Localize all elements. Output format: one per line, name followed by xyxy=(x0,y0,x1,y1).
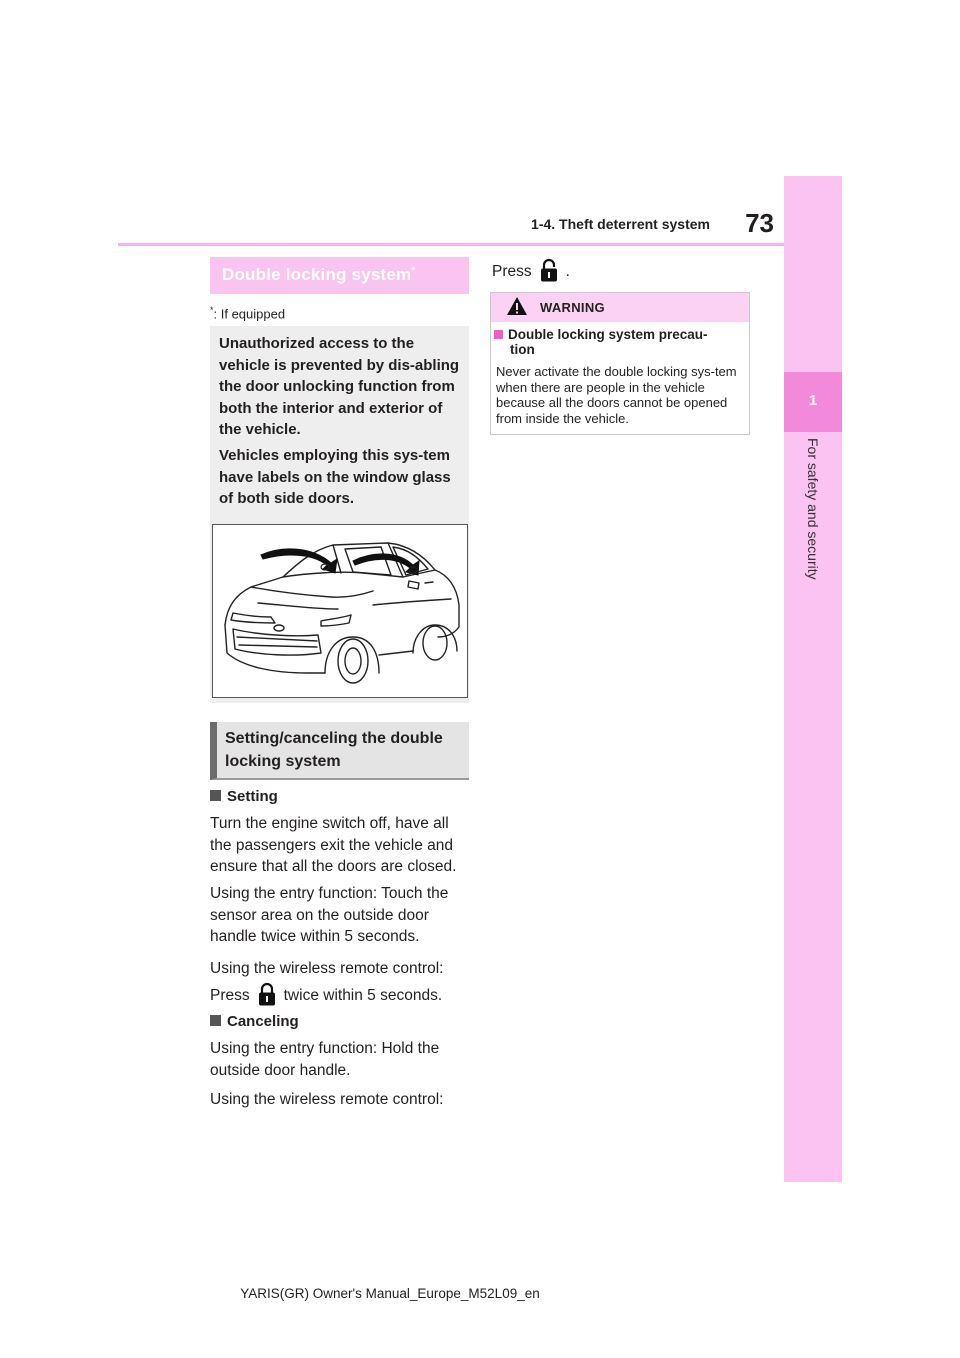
lock-icon xyxy=(256,982,278,1006)
warning-title: WARNING xyxy=(540,300,605,315)
chapter-title-text: For safety and security xyxy=(805,438,821,580)
page-number: 73 xyxy=(745,208,774,238)
warning-triangle-icon xyxy=(506,296,528,316)
chapter-number: 1 xyxy=(808,392,818,409)
twice-text: twice within 5 seconds. xyxy=(283,987,443,1004)
bullet-square-icon xyxy=(210,790,221,801)
warning-heading-line1: Double locking system precau- xyxy=(508,327,708,342)
warning-text: Never activate the double locking sys-tem when there are people in the vehicle because all the doors cannot be opened from inside the vehicle. xyxy=(496,364,737,426)
warning-heading xyxy=(494,327,744,357)
setting-paragraph-4 xyxy=(210,982,472,1007)
heading-asterisk: * xyxy=(411,265,416,277)
section-heading-text: Double locking system xyxy=(222,265,412,284)
unlock-icon xyxy=(538,258,560,282)
warning-heading-line2: tion xyxy=(510,342,535,357)
chapter-side-tab xyxy=(784,176,842,1182)
setting-paragraph-1: Turn the engine switch off, have all the passengers exit the vehicle and ensure that all the doors are closed. xyxy=(210,815,457,875)
header-divider xyxy=(118,243,784,246)
subheading-text: Setting xyxy=(227,788,278,805)
car-drawing-icon xyxy=(213,525,467,697)
chapter-title xyxy=(784,438,842,668)
intro-paragraph-2: Vehicles employing this sys-tem have labels on the window glass of both side doors. xyxy=(219,447,451,507)
canceling-press-instruction xyxy=(492,258,570,282)
period: . xyxy=(565,263,570,280)
intro-paragraph-1: Unauthorized access to the vehicle is prevented by dis-abling the door unlocking function from both the interior and exterior of the vehicle. xyxy=(219,335,460,438)
page-footer xyxy=(0,1286,960,1301)
footnote-text: : If equipped xyxy=(213,306,286,322)
warning-title-band xyxy=(491,293,749,322)
setting-paragraph-2: Using the entry function: Touch the sensor area on the outside door handle twice within 5 seconds. xyxy=(210,885,449,945)
press-word: Press xyxy=(210,987,250,1004)
section-heading-setting-canceling: Setting/canceling the double locking system xyxy=(210,722,469,780)
running-header: 1-4. Theft deterrent system xyxy=(531,216,710,232)
car-illustration xyxy=(212,524,468,698)
subheading-setting xyxy=(210,788,278,805)
subheading-text: Canceling xyxy=(227,1013,299,1030)
footnote-if-equipped xyxy=(210,305,285,321)
press-word: Press xyxy=(492,263,532,280)
footer-text: YARIS(GR) Owner's Manual_Europe_M52L09_en xyxy=(240,1286,540,1301)
section-heading-double-locking xyxy=(210,257,469,294)
setting-paragraph-3: Using the wireless remote control: xyxy=(210,960,444,977)
subheading-canceling xyxy=(210,1013,299,1030)
warning-bullet-icon xyxy=(494,330,503,339)
footnote-asterisk: * xyxy=(210,305,214,315)
canceling-paragraph-1: Using the entry function: Hold the outside door handle. xyxy=(210,1040,440,1079)
bullet-square-icon xyxy=(210,1015,221,1026)
canceling-paragraph-2: Using the wireless remote control: xyxy=(210,1091,444,1108)
